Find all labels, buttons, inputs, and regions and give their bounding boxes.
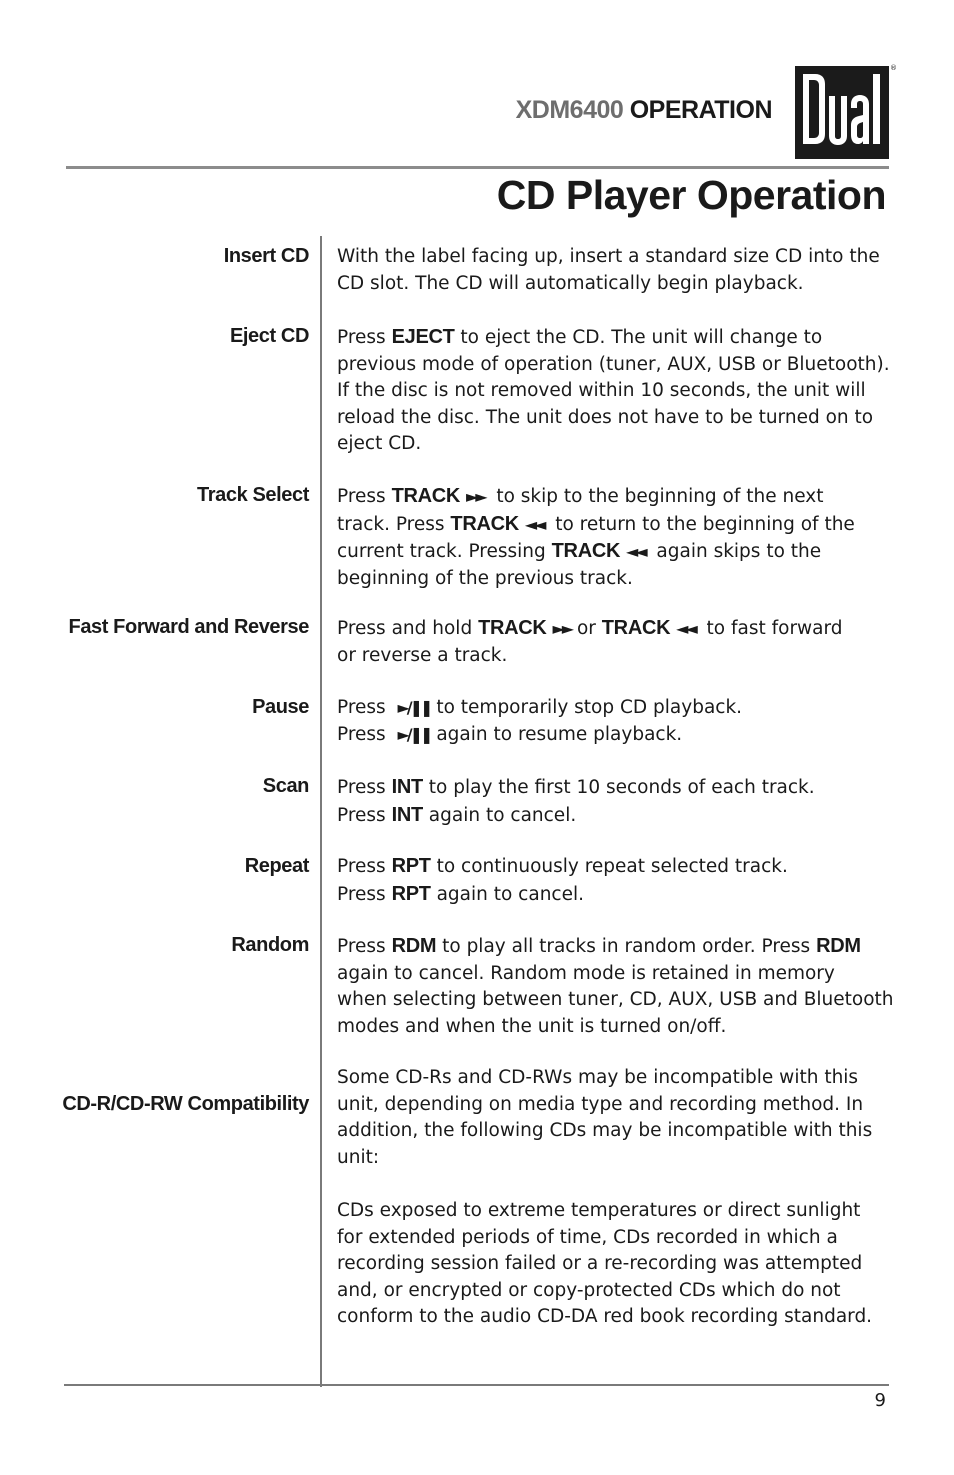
label-random: Random	[231, 934, 309, 956]
desc-track-select: Press TRACK ►► to skip to the beginning of the next track. Press TRACK ◄◄ to return to the beginning of the current track. Pressing TRACK ◄◄ again skips to the beginning of the previous track.	[337, 485, 855, 589]
label-pause: Pause	[252, 696, 309, 718]
label-eject-cd: Eject CD	[229, 325, 309, 347]
prev-track-icon: ◄◄	[676, 619, 695, 638]
label-cdr-compatibility: CD-R/CD-RW Compatibility	[62, 1093, 309, 1115]
play-pause-icon: ►/❚❚	[397, 698, 431, 717]
page-title: CD Player Operation	[496, 172, 886, 218]
model-name: XDM6400	[515, 96, 624, 124]
desc-cdr-incompatible-list: CDs exposed to extreme temperatures or direct sunlight for extended periods of time, CDs recorded in which a recording session failed or a re-recording was attempted and, or encrypted or copy-protected CDs which do not conform to the audio CD-DA red book recording standard.	[337, 1200, 873, 1327]
footer-divider	[64, 1384, 889, 1386]
play-pause-icon: ►/❚❚	[397, 724, 431, 744]
label-insert-cd: Insert CD	[223, 245, 309, 267]
header-divider	[66, 166, 889, 169]
column-divider	[320, 236, 322, 1387]
desc-pause: Press ►/❚❚ to temporarily stop CD playback. Press ►/❚❚ again to resume playback.	[337, 697, 743, 745]
dual-logo	[795, 66, 889, 159]
desc-fast-forward-reverse: Press and hold TRACK ►► or TRACK ◄◄ to fast forward or reverse a track.	[337, 617, 843, 666]
desc-random: Press RDM to play all tracks in random order. Press RDM again to cancel. Random mode is retained in memory when selecting between tuner, CD, AUX, USB and Bluetooth modes and when the unit is turned on/off.	[337, 935, 894, 1037]
desc-insert-cd: With the label facing up, insert a standard size CD into the CD slot. The CD will automatically begin playback.	[337, 246, 880, 294]
registered-mark: ®	[890, 64, 897, 72]
desc-eject-cd: Press EJECT to eject the CD. The unit will change to previous mode of operation (tuner, AUX, USB or Bluetooth). If the disc is not removed within 10 seconds, the unit will reload the disc. The unit does not have to be turned on to eject CD.	[337, 326, 890, 454]
label-scan: Scan	[262, 775, 309, 797]
label-fast-forward-reverse: Fast Forward and Reverse	[68, 616, 309, 638]
header-title	[516, 96, 772, 125]
label-track-select: Track Select	[197, 484, 309, 506]
dual-logo-mark	[795, 66, 889, 159]
next-track-icon: ►►	[465, 487, 485, 506]
desc-repeat: Press RPT to continuously repeat selected track. Press RPT again to cancel.	[337, 855, 788, 905]
page-number: 9	[874, 1390, 886, 1411]
prev-track-icon: ◄◄	[626, 542, 645, 561]
prev-track-icon: ◄◄	[524, 514, 544, 534]
section-name: OPERATION	[629, 96, 772, 124]
label-repeat: Repeat	[244, 855, 309, 877]
desc-cdr-compatibility: Some CD-Rs and CD-RWs may be incompatible with this unit, depending on media type and recording method. In addition, the following CDs may be incompatible with this unit:	[337, 1067, 873, 1168]
next-track-icon: ►►	[552, 619, 572, 638]
desc-scan: Press INT to play the first 10 seconds of each track. Press INT again to cancel.	[337, 776, 815, 826]
